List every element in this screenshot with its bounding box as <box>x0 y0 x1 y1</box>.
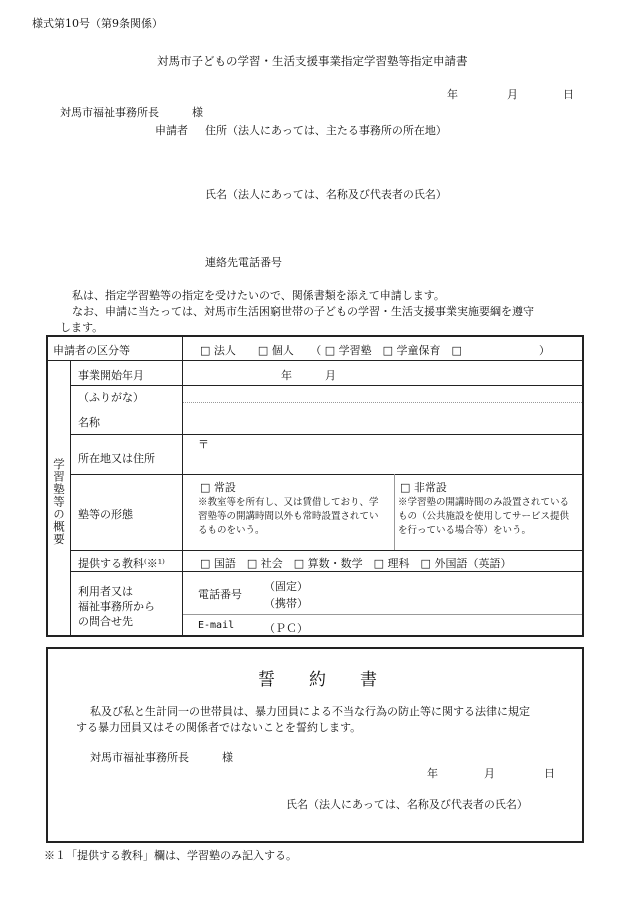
phone-label: 電話番号 <box>198 588 242 601</box>
form-label: 塾等の形態 <box>78 508 133 521</box>
location-label: 所在地又は住所 <box>78 452 155 465</box>
subjects-label: 提供する教科⁽※¹⁾ <box>78 557 165 570</box>
postal-mark: 〒 <box>198 438 209 451</box>
contact-label-1: 利用者又は <box>78 585 133 598</box>
form-permanent-desc: ※教室等を所有し、又は賃借しており、学習塾等の開講時間以外も常時設置されているものをいう。 <box>198 497 379 536</box>
pledge-date-month: 月 <box>484 767 495 780</box>
form-temporary-desc: ※学習塾の開講時間のみ設置されているもの（公共施設を使用してサービス提供を行っている場合等）をいう。 <box>398 497 570 536</box>
name-label: 名称 <box>78 416 100 429</box>
start-label: 事業開始年月 <box>78 369 144 382</box>
email-pc[interactable]: （ＰＣ） <box>264 622 308 635</box>
category-label: 申請者の区分等 <box>53 344 130 357</box>
pledge-text-2: する暴力団員又はその関係者ではないことを誓約します。 <box>76 721 362 734</box>
body-line-2: なお、申請に当たっては、対馬市生活困窮世帯の子どもの学習・生活支援事業実施要綱を遵守 <box>72 305 534 318</box>
body-line-1: 私は、指定学習塾等の指定を受けたいので、関係書類を添えて申請します。 <box>72 289 445 302</box>
page-title: 対馬市子どもの学習・生活支援事業指定学習塾等指定申請書 <box>157 54 468 68</box>
phone-fixed[interactable]: （固定） <box>264 580 308 593</box>
date-year: 年 <box>447 88 458 101</box>
body-line-3: します。 <box>60 321 104 334</box>
footnote: ※１「提供する教科」欄は、学習塾のみ記入する。 <box>44 849 297 862</box>
furigana-label: （ふりがな） <box>78 391 144 404</box>
pledge-addressee: 対馬市福祉事務所長 様 <box>90 751 233 764</box>
pledge-text-1: 私及び私と生計同一の世帯員は、暴力団員による不当な行為の防止等に関する法律に規定 <box>90 705 530 718</box>
pledge-title: 誓 約 書 <box>258 670 377 690</box>
applicant-address-label: 住所（法人にあっては、主たる事務所の所在地） <box>205 124 447 137</box>
contact-label-2: 福祉事務所から <box>78 600 155 613</box>
pledge-date-year: 年 <box>427 767 438 780</box>
applicant-name-label: 氏名（法人にあっては、名称及び代表者の氏名） <box>205 188 447 201</box>
form-temporary-option[interactable]: □ 非常設 <box>400 481 447 494</box>
subjects-options[interactable]: □ 国語 □ 社会 □ 算数・数学 □ 理科 □ 外国語（英語） <box>200 557 512 570</box>
pledge-date-day: 日 <box>544 767 555 780</box>
category-options[interactable]: □ 法人 □ 個人 （ □ 学習塾 □ 学童保育 □ ） <box>200 344 550 357</box>
contact-label-3: の問合せ先 <box>78 615 133 628</box>
applicant-label: 申請者 <box>155 124 188 137</box>
date-day: 日 <box>563 88 574 101</box>
applicant-phone-label: 連絡先電話番号 <box>205 256 282 269</box>
side-label: 学習塾等の概要 <box>52 458 66 546</box>
addressee: 対馬市福祉事務所長 様 <box>60 106 203 119</box>
date-month: 月 <box>507 88 518 101</box>
form-permanent-option[interactable]: □ 常設 <box>200 481 236 494</box>
email-label: E-mail <box>198 620 235 631</box>
pledge-name-label: 氏名（法人にあっては、名称及び代表者の氏名） <box>286 798 528 811</box>
start-value[interactable]: 年 月 <box>281 369 336 382</box>
phone-mobile[interactable]: （携帯） <box>264 597 308 610</box>
form-number: 様式第10号（第9条関係） <box>32 17 163 30</box>
